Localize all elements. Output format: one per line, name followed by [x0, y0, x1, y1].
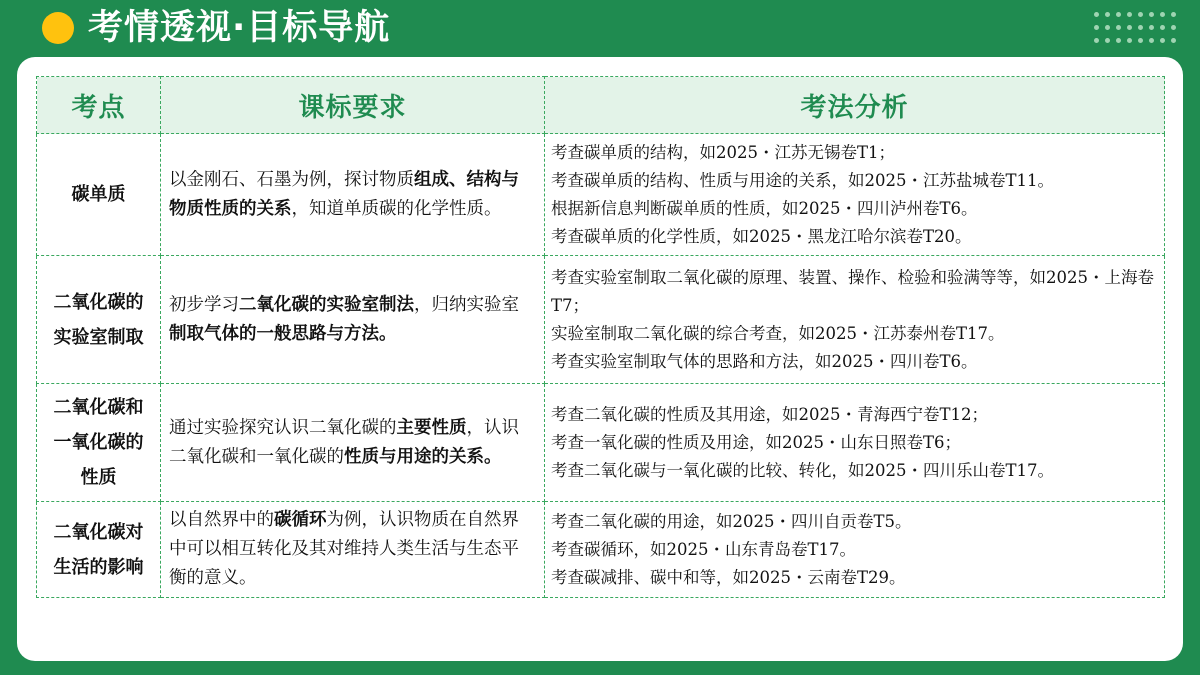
exam-analysis-cell — [545, 256, 1165, 384]
requirement-emphasis: 碳循环 — [274, 510, 327, 530]
requirement-text: 通过实验探究认识二氧化碳的 — [169, 417, 397, 438]
decorative-dot — [1105, 12, 1110, 17]
decorative-dot — [1105, 25, 1110, 30]
header-cell-point: 考点 — [37, 77, 161, 134]
header-cell-analysis: 考法分析 — [545, 77, 1165, 134]
decorative-dot — [1094, 12, 1099, 17]
analysis-line: 考查碳减排、碳中和等，如2025・云南卷T29。 — [551, 567, 906, 587]
exam-point-cell — [37, 134, 161, 256]
decorative-dot — [1138, 12, 1143, 17]
curriculum-requirement-cell — [161, 134, 545, 256]
exam-point-cell — [37, 384, 161, 502]
table-row — [37, 256, 1165, 384]
decorative-dot — [1149, 38, 1154, 43]
exam-analysis-table — [36, 76, 1165, 598]
requirement-emphasis: 主要性质 — [396, 417, 467, 438]
requirement-text: 以自然界中的 — [169, 510, 274, 530]
decorative-dot — [1171, 12, 1176, 17]
decorative-dot — [1127, 12, 1132, 17]
decorative-dot — [1116, 12, 1121, 17]
requirement-emphasis: 二氧化碳的实验室制法 — [239, 294, 414, 315]
curriculum-requirement-cell — [161, 256, 545, 384]
decorative-dot — [1149, 12, 1154, 17]
decorative-dot — [1094, 38, 1099, 43]
requirement-emphasis: 组成、结构与物质性质的关系 — [169, 169, 519, 219]
requirement-text: ，归纳实验室 — [414, 294, 519, 315]
curriculum-requirement-cell — [161, 384, 545, 502]
page-title: 考情透视·目标导航 — [88, 8, 391, 48]
requirement-text: 初步学习 — [169, 294, 239, 315]
exam-point-line: 碳单质 — [71, 184, 126, 205]
exam-point-cell — [37, 502, 161, 598]
analysis-line: 考查碳循环，如2025・山东青岛卷T17。 — [551, 539, 856, 559]
table-header-row — [37, 77, 1165, 134]
curriculum-requirement-cell — [161, 502, 545, 598]
table-row — [37, 502, 1165, 598]
table-row — [37, 384, 1165, 502]
decorative-dot — [1138, 38, 1143, 43]
requirement-text: ，知道单质碳的化学性质。 — [291, 198, 502, 219]
decorative-dot — [1160, 12, 1165, 17]
analysis-line: 考查一氧化碳的性质及用途，如2025・山东日照卷T6； — [551, 432, 961, 452]
exam-point-line: 二氧化碳对 — [53, 521, 144, 543]
requirement-text: ，认识二氧化碳和一氧化碳的 — [169, 417, 519, 467]
decorative-dot — [1138, 25, 1143, 30]
analysis-line: 考查二氧化碳的性质及其用途，如2025・青海西宁卷T12； — [551, 404, 988, 424]
exam-point-cell — [37, 256, 161, 384]
title-bullet-icon — [42, 12, 74, 44]
analysis-line: 考查碳单质的化学性质，如2025・黑龙江哈尔滨卷T20。 — [551, 226, 972, 246]
table-row — [37, 134, 1165, 256]
header-bar — [0, 0, 1200, 58]
decorative-dot — [1171, 25, 1176, 30]
decorative-dot — [1149, 25, 1154, 30]
decorative-dot — [1171, 38, 1176, 43]
requirement-emphasis: 性质与用途的关系。 — [344, 446, 502, 467]
analysis-line: 考查实验室制取二氧化碳的原理、装置、操作、检验和验满等等，如2025・上海卷T7； — [551, 267, 1154, 315]
analysis-line: 考查碳单质的结构，如2025・江苏无锡卷T1； — [551, 142, 895, 162]
analysis-line: 考查实验室制取气体的思路和方法，如2025・四川卷T6。 — [551, 351, 978, 371]
decorative-dot — [1094, 25, 1099, 30]
exam-point-line: 性质 — [80, 467, 117, 488]
analysis-line: 考查碳单质的结构、性质与用途的关系，如2025・江苏盐城卷T11。 — [551, 170, 1054, 190]
exam-analysis-cell — [545, 502, 1165, 598]
exam-point-line: 生活的影响 — [53, 556, 144, 578]
header-cell-requirement: 课标要求 — [161, 77, 545, 134]
decorative-dot — [1160, 38, 1165, 43]
decorative-dot — [1127, 38, 1132, 43]
exam-point-line: 二氧化碳的 — [53, 291, 144, 313]
exam-point-line: 实验室制取 — [53, 326, 144, 348]
decorative-dot — [1160, 25, 1165, 30]
exam-analysis-cell — [545, 384, 1165, 502]
decorative-dot — [1116, 25, 1121, 30]
decorative-dot — [1127, 25, 1132, 30]
requirement-text: 以金刚石、石墨为例，探讨物质 — [169, 169, 414, 190]
requirement-text: 为例，认识物质在自然界中可以相互转化及其对维持人类生活与生态平衡的意义。 — [169, 510, 519, 588]
analysis-line: 实验室制取二氧化碳的综合考查，如2025・江苏泰州卷T17。 — [551, 323, 1005, 343]
decorative-dot — [1116, 38, 1121, 43]
exam-point-line: 一氧化碳的 — [53, 432, 144, 453]
exam-point-line: 二氧化碳和 — [53, 397, 144, 418]
decorative-dot — [1105, 38, 1110, 43]
exam-analysis-cell — [545, 134, 1165, 256]
analysis-line: 考查二氧化碳与一氧化碳的比较、转化，如2025・四川乐山卷T17。 — [551, 460, 1054, 480]
analysis-line: 考查二氧化碳的用途，如2025・四川自贡卷T5。 — [551, 511, 912, 531]
analysis-line: 根据新信息判断碳单质的性质，如2025・四川泸州卷T6。 — [551, 198, 978, 218]
requirement-emphasis: 制取气体的一般思路与方法。 — [169, 323, 397, 344]
